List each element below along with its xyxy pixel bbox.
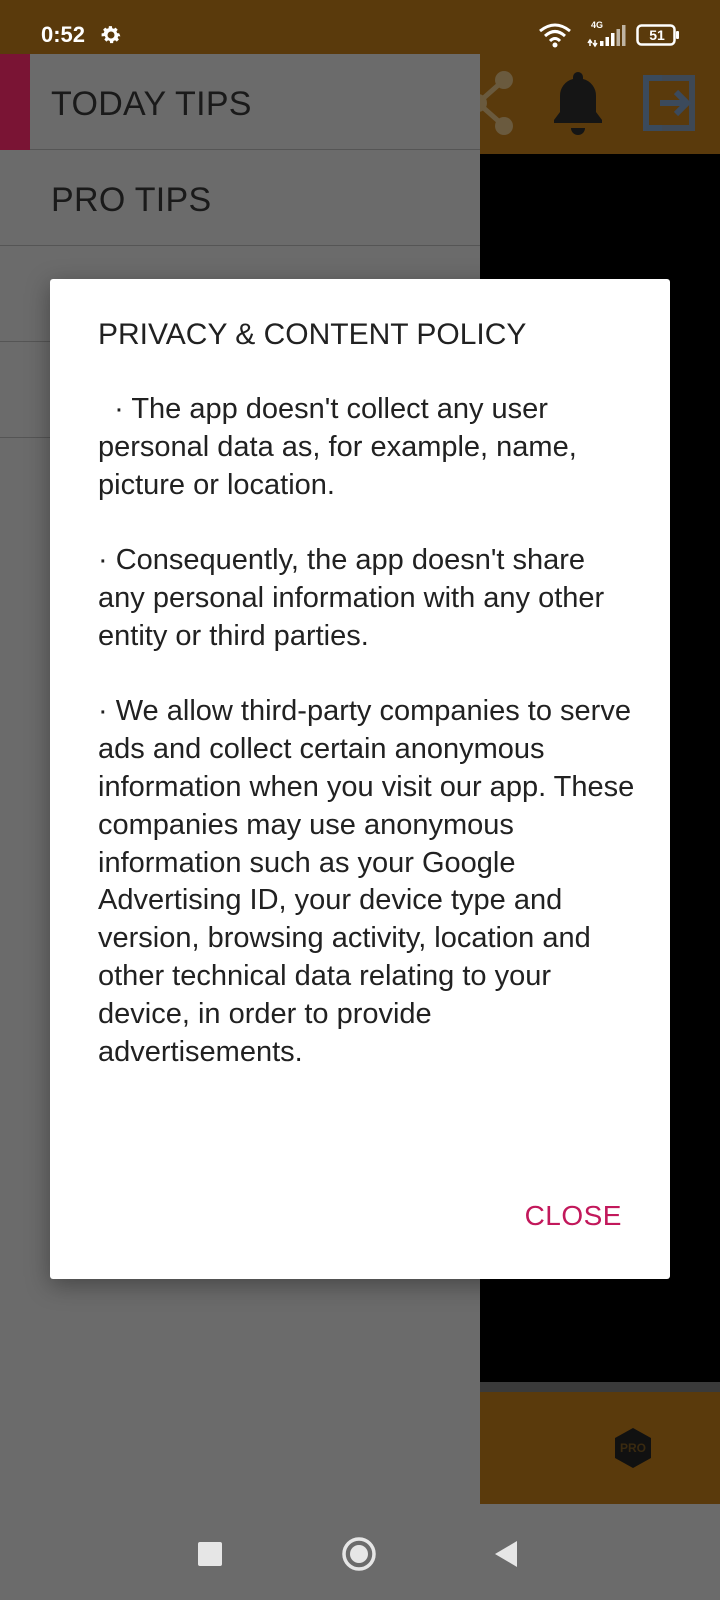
dialog-title: PRIVACY & CONTENT POLICY [98,318,527,351]
battery-level: 51 [649,27,665,43]
status-bar [0,0,720,54]
exit-icon[interactable] [640,68,700,138]
dialog-body [98,391,638,1109]
pro-badge-label: PRO [619,1441,646,1455]
status-time: 0:52 [41,22,86,47]
policy-paragraph-2: · Consequently, the app doesn't share any personal information with any other entity or third parties. [98,544,605,652]
policy-paragraph-1: · The app doesn't collect any user personal data as, for example, name, picture or location. [98,393,577,501]
bell-icon[interactable] [548,68,608,138]
privacy-dialog [50,279,670,1279]
network-type-label: 4G [591,20,604,30]
active-indicator [0,54,30,150]
drawer-item-label: PRO TIPS [51,181,212,219]
app-bottom-bar [480,1392,720,1504]
drawer-item-today-tips[interactable] [0,54,480,150]
divider [480,1382,720,1392]
gear-icon [99,23,123,47]
drawer-item-pro-tips[interactable] [0,150,480,246]
system-nav-bar [0,1504,720,1600]
home-button[interactable] [341,1536,377,1572]
drawer-item-label: TODAY TIPS [51,85,252,123]
signal-icon [587,20,627,48]
wifi-icon [538,22,572,48]
back-button[interactable] [494,1540,518,1568]
recents-button[interactable] [198,1542,222,1566]
policy-paragraph-3: · We allow third-party companies to serve ads and collect certain anonymous information when you visit our app. These companies may use anonymous information such as your Google Advertising ID, your device type and version, browsing activity, location and other technical data relating to your device, in order to provide advertisements. [98,695,635,1068]
close-button[interactable]: CLOSE [524,1200,622,1231]
